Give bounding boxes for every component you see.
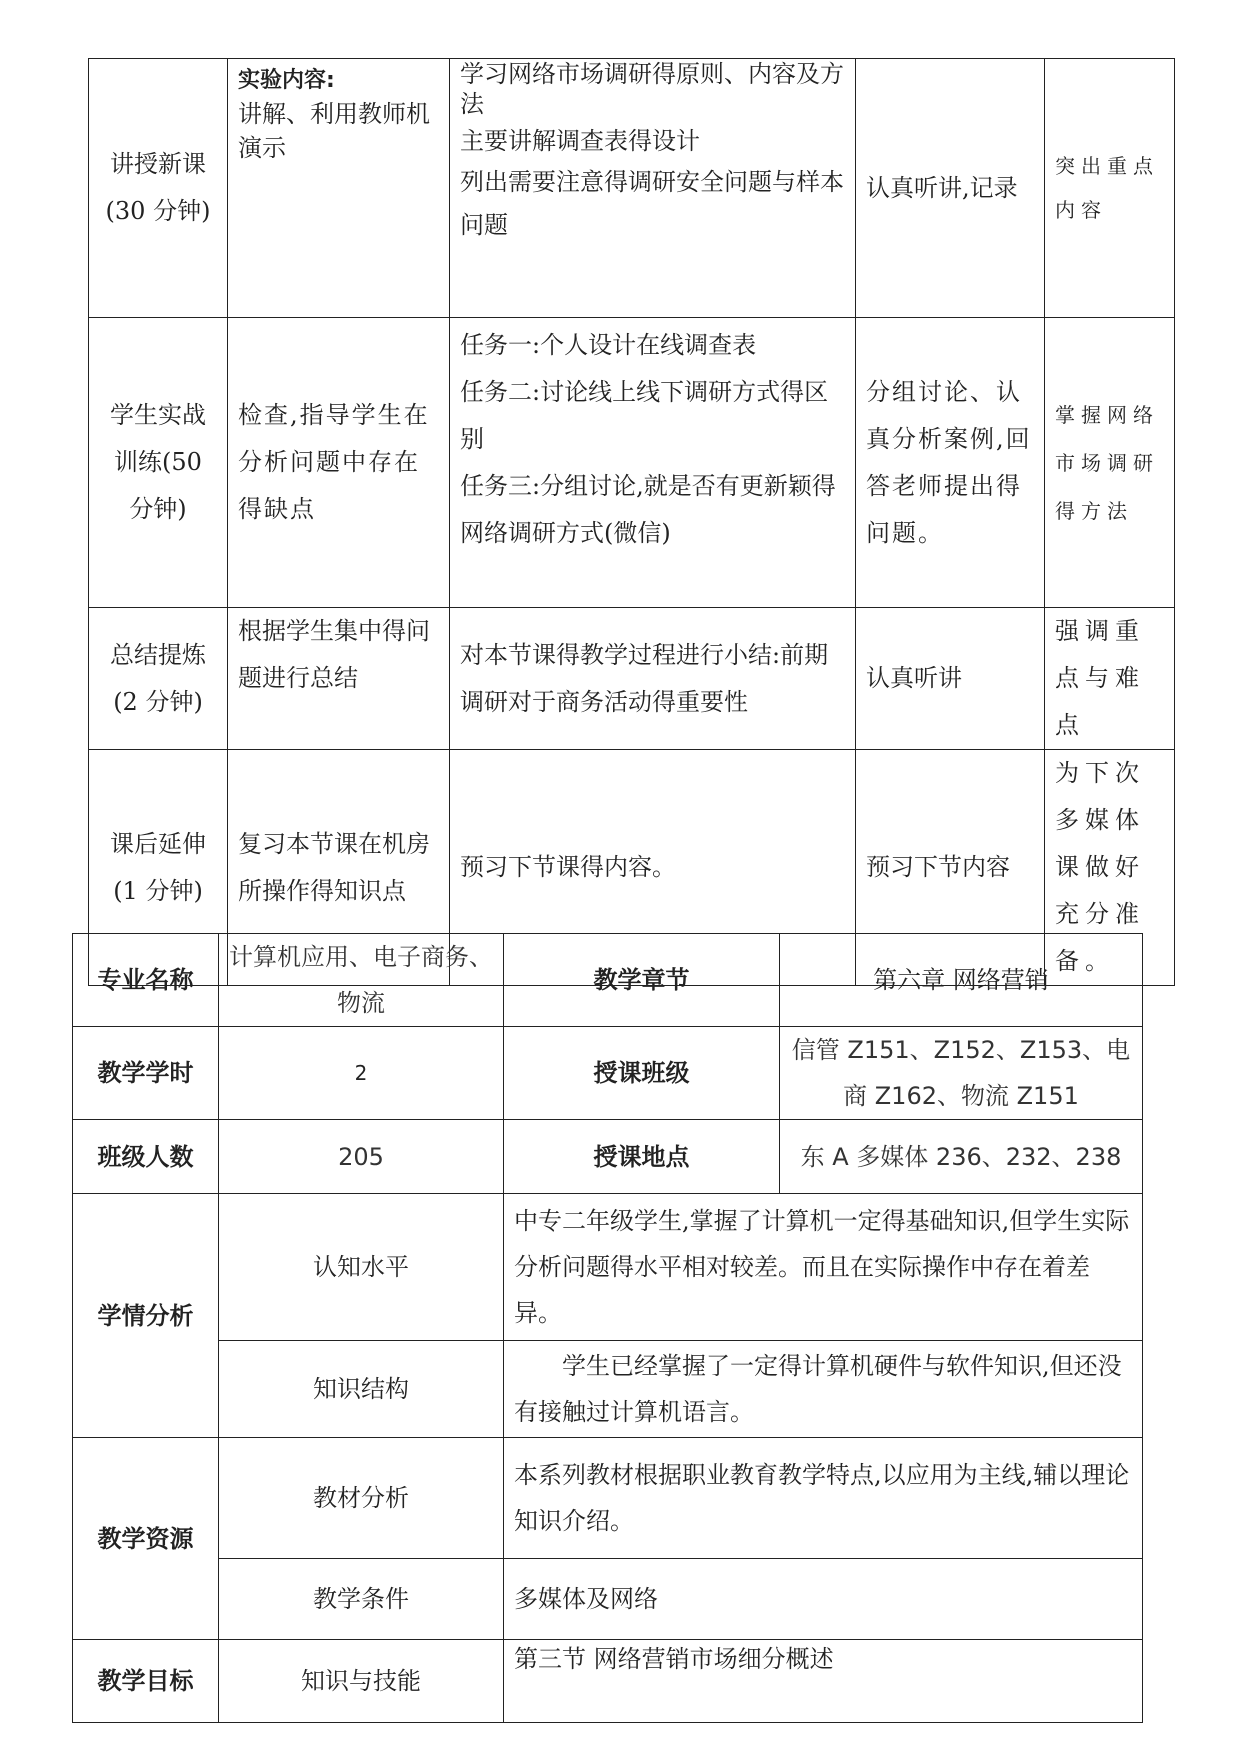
content-cell: 对本节课得教学过程进行小结:前期调研对于商务活动得重要性	[450, 608, 856, 750]
content-cell	[450, 318, 856, 608]
student-cell: 分组讨论、认真分析案例,回答老师提出得问题。	[856, 318, 1045, 608]
cognition-label: 认知水平	[219, 1194, 504, 1341]
hours-value: 2	[219, 1027, 504, 1120]
material-label: 教材分析	[219, 1438, 504, 1559]
lesson-process-table	[88, 58, 1175, 986]
student-cell: 预习下节内容	[856, 750, 1045, 986]
method-cell: 根据学生集中得问题进行总结	[228, 608, 450, 750]
chapter-label: 教学章节	[504, 934, 780, 1027]
class-label: 授课班级	[504, 1027, 780, 1120]
class-value: 信管 Z151、Z152、Z153、电商 Z162、物流 Z151	[780, 1027, 1143, 1120]
cognition-value: 中专二年级学生,掌握了计算机一定得基础知识,但学生实际分析问题得水平相对较差。而且在实际操作中存在着差异。	[504, 1194, 1143, 1341]
goal-cell: 强调重点与难点	[1045, 608, 1175, 750]
material-value: 本系列教材根据职业教育教学特点,以应用为主线,辅以理论知识介绍。	[504, 1438, 1143, 1559]
chapter-value: 第六章 网络营销	[780, 934, 1143, 1027]
table-row	[73, 934, 1143, 1027]
objective-label: 教学目标	[73, 1640, 219, 1723]
content-line: 任务一:个人设计在线调查表	[460, 331, 757, 359]
table-row	[89, 59, 1175, 318]
table-row	[73, 1341, 1143, 1438]
method-cell: 复习本节课在机房所操作得知识点	[228, 750, 450, 986]
count-value: 205	[219, 1120, 504, 1194]
content-cell: 预习下节课得内容。	[450, 750, 856, 986]
content-line: 任务三:分组讨论,就是否有更新颖得网络调研方式(微信)	[460, 472, 836, 547]
table-row	[89, 318, 1175, 608]
method-text: 讲解、利用教师机演示	[238, 100, 430, 162]
table-row	[73, 1194, 1143, 1341]
condition-label: 教学条件	[219, 1559, 504, 1640]
table-row	[73, 1559, 1143, 1640]
skill-value: 第三节 网络营销市场细分概述	[504, 1640, 1143, 1723]
student-cell: 认真听讲	[856, 608, 1045, 750]
table-row	[73, 1640, 1143, 1723]
course-info-table	[72, 933, 1143, 1723]
goal-cell: 突出重点内容	[1045, 59, 1175, 318]
table-row	[89, 608, 1175, 750]
place-label: 授课地点	[504, 1120, 780, 1194]
content-cell	[450, 59, 856, 318]
method-label: 实验内容:	[238, 68, 335, 93]
place-value: 东 A 多媒体 236、232、238	[780, 1120, 1143, 1194]
student-cell: 认真听讲,记录	[856, 59, 1045, 318]
stage-cell: 总结提炼(2 分钟)	[89, 608, 228, 750]
content-line: 列出需要注意得调研安全问题与样本问题	[460, 168, 844, 239]
content-line: 任务二:讨论线上线下调研方式得区别	[460, 378, 829, 453]
skill-label: 知识与技能	[219, 1640, 504, 1723]
method-cell: 检查,指导学生在分析问题中存在得缺点	[228, 318, 450, 608]
method-cell	[228, 59, 450, 318]
condition-value: 多媒体及网络	[504, 1559, 1143, 1640]
major-value: 计算机应用、电子商务、物流	[219, 934, 504, 1027]
count-label: 班级人数	[73, 1120, 219, 1194]
resource-label: 教学资源	[73, 1438, 219, 1640]
table-row	[73, 1027, 1143, 1120]
analysis-label: 学情分析	[73, 1194, 219, 1438]
table-row	[73, 1438, 1143, 1559]
hours-label: 教学学时	[73, 1027, 219, 1120]
structure-label: 知识结构	[219, 1341, 504, 1438]
stage-cell: 学生实战训练(50 分钟)	[89, 318, 228, 608]
stage-cell: 课后延伸(1 分钟)	[89, 750, 228, 986]
stage-cell: 讲授新课(30 分钟)	[89, 59, 228, 318]
major-label: 专业名称	[73, 934, 219, 1027]
table-row	[73, 1120, 1143, 1194]
content-line: 学习网络市场调研得原则、内容及方法	[460, 60, 844, 118]
goal-cell: 为下次多媒体课做好充分准备。	[1045, 750, 1175, 986]
goal-cell: 掌握网络市场调研得方法	[1045, 318, 1175, 608]
content-line: 主要讲解调查表得设计	[460, 127, 700, 155]
structure-value: 学生已经掌握了一定得计算机硬件与软件知识,但还没有接触过计算机语言。	[504, 1341, 1143, 1438]
